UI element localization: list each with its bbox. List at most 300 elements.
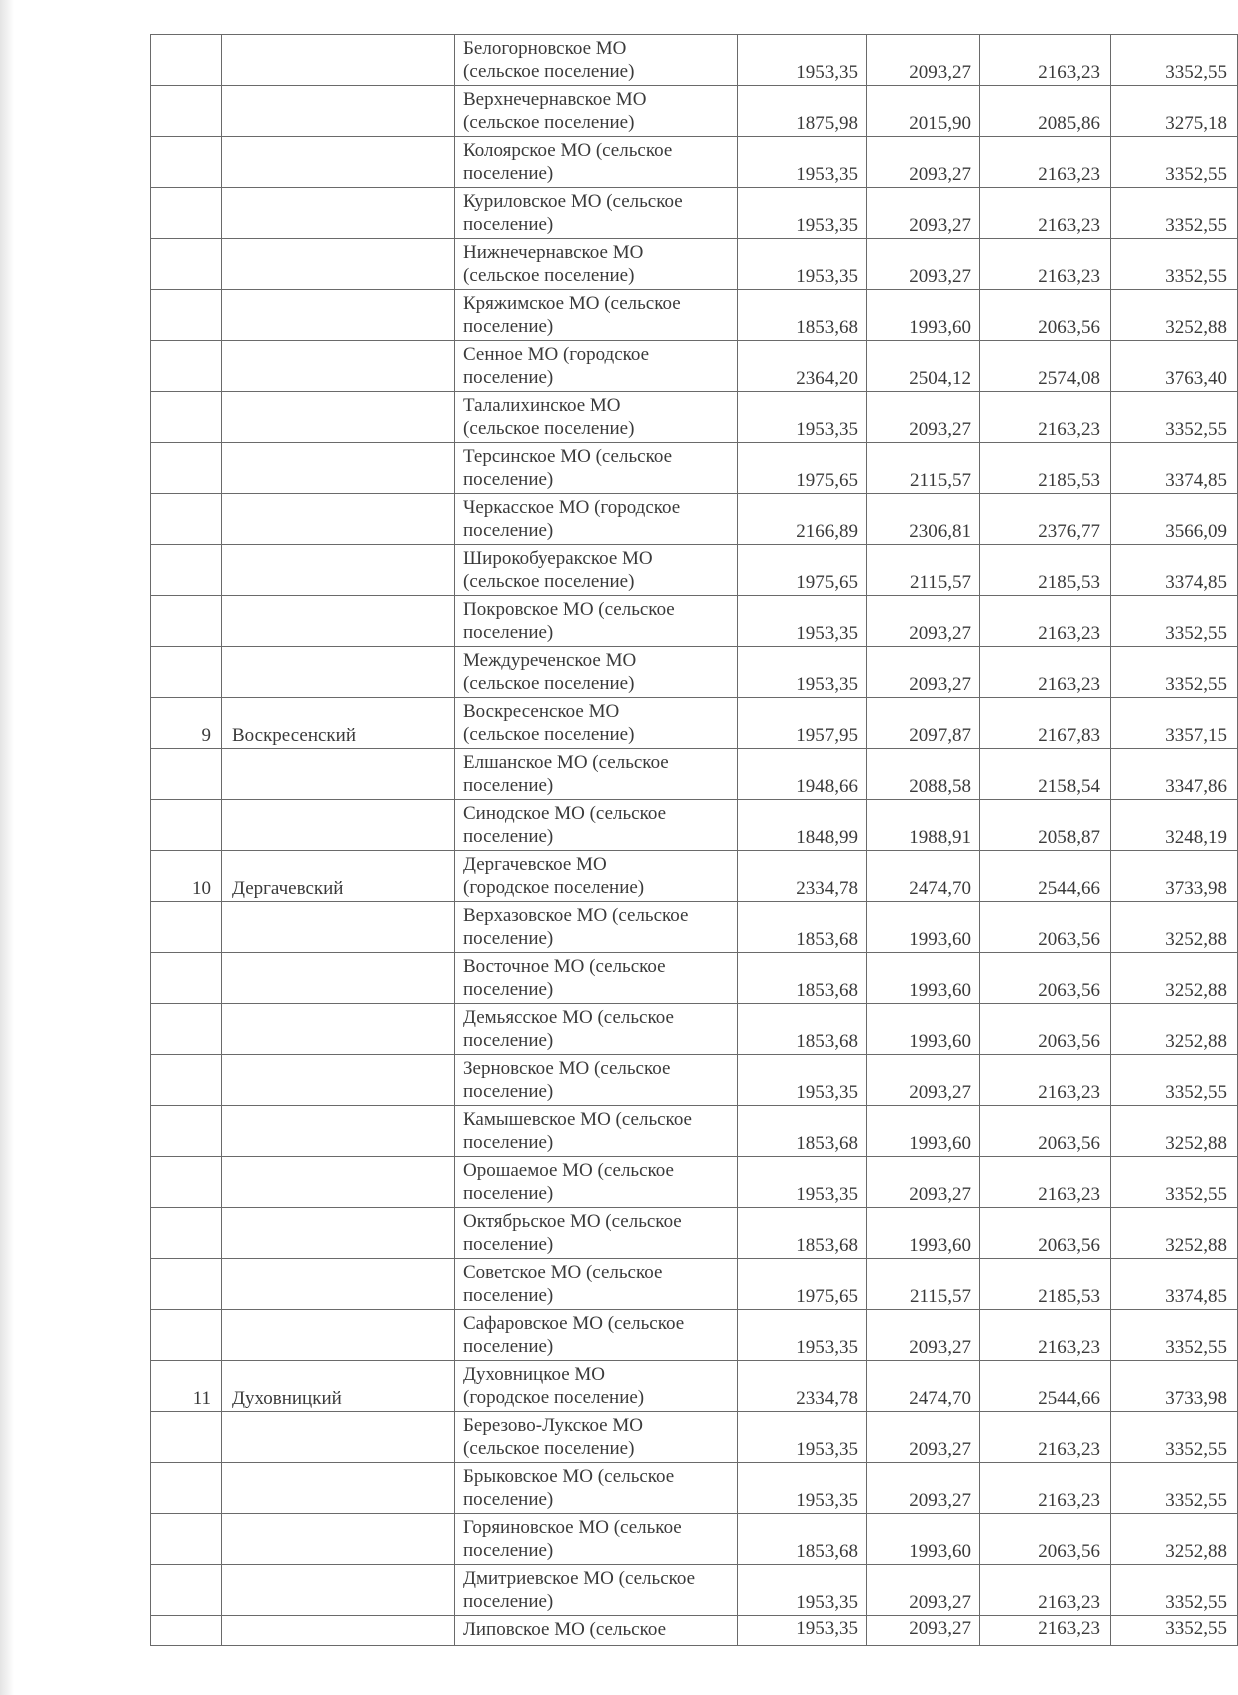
value-1-cell-text: 1853,68 [796, 1031, 858, 1052]
value-1-cell [738, 749, 867, 800]
value-3-cell [980, 239, 1111, 290]
value-1-cell-text: 1953,35 [796, 1618, 858, 1639]
value-3-cell [980, 443, 1111, 494]
value-1-cell-text: 1953,35 [796, 1439, 858, 1460]
value-3-cell [980, 1310, 1111, 1361]
value-3-cell [980, 341, 1111, 392]
value-1-cell-text: 1853,68 [796, 1235, 858, 1256]
value-1-cell [738, 239, 867, 290]
value-3-cell [980, 1463, 1111, 1514]
value-2-cell [867, 800, 980, 851]
value-4-cell-text: 3352,55 [1165, 1439, 1227, 1460]
value-3-cell-text: 2163,23 [1038, 1592, 1100, 1613]
value-4-cell-text: 3252,88 [1165, 1031, 1227, 1052]
value-1-cell [738, 1055, 867, 1106]
municipality-cell [455, 341, 738, 392]
value-2-cell-text: 1993,60 [909, 980, 971, 1001]
value-1-cell [738, 1310, 867, 1361]
district-cell [222, 392, 455, 443]
municipality-cell-text: Воскресенское МО (сельское поселение) [463, 701, 635, 745]
table-row [151, 392, 1238, 443]
value-2-cell [867, 953, 980, 1004]
municipality-cell-text: Орошаемое МО (сельское поселение) [463, 1160, 674, 1204]
value-2-cell [867, 494, 980, 545]
value-4-cell [1111, 137, 1238, 188]
value-3-cell-text: 2163,23 [1038, 1184, 1100, 1205]
value-2-cell-text: 2093,27 [909, 1592, 971, 1613]
value-3-cell [980, 749, 1111, 800]
value-4-cell [1111, 800, 1238, 851]
tariff-table [150, 34, 1238, 1646]
municipality-cell [455, 1055, 738, 1106]
district-cell [222, 1310, 455, 1361]
value-1-cell-text: 2334,78 [796, 1388, 858, 1409]
value-2-cell-text: 2474,70 [909, 1388, 971, 1409]
value-2-cell [867, 188, 980, 239]
value-2-cell-text: 1993,60 [909, 1133, 971, 1154]
value-4-cell-text: 3566,09 [1165, 521, 1227, 542]
value-4-cell-text: 3352,55 [1165, 1184, 1227, 1205]
value-2-cell [867, 1412, 980, 1463]
table-row [151, 545, 1238, 596]
value-4-cell-text: 3352,55 [1165, 623, 1227, 644]
municipality-cell-text: Черкасское МО (городское поселение) [463, 497, 681, 541]
value-1-cell-text: 1953,35 [796, 164, 858, 185]
municipality-cell-text: Камышевское МО (сельское поселение) [463, 1109, 692, 1153]
table-row [151, 137, 1238, 188]
value-1-cell [738, 698, 867, 749]
row-number-cell [151, 1157, 222, 1208]
municipality-cell [455, 1004, 738, 1055]
row-number-cell [151, 35, 222, 86]
row-number-cell [151, 545, 222, 596]
value-2-cell [867, 1208, 980, 1259]
district-cell [222, 1004, 455, 1055]
value-2-cell-text: 2115,57 [909, 572, 971, 593]
row-number-cell [151, 1106, 222, 1157]
value-4-cell-text: 3347,86 [1165, 776, 1227, 797]
value-3-cell-text: 2058,87 [1038, 827, 1100, 848]
value-2-cell [867, 290, 980, 341]
value-3-cell-text: 2158,54 [1038, 776, 1100, 797]
value-4-cell [1111, 902, 1238, 953]
value-3-cell [980, 392, 1111, 443]
municipality-cell [455, 35, 738, 86]
municipality-cell [455, 596, 738, 647]
district-cell-text: Воскресенский [232, 725, 356, 746]
value-4-cell-text: 3733,98 [1165, 878, 1227, 899]
value-1-cell [738, 851, 867, 902]
value-1-cell-text: 1953,35 [796, 1082, 858, 1103]
value-3-cell-text: 2185,53 [1038, 1286, 1100, 1307]
municipality-cell [455, 239, 738, 290]
row-number-cell [151, 1616, 222, 1646]
municipality-cell [455, 443, 738, 494]
value-3-cell-text: 2063,56 [1038, 1133, 1100, 1154]
value-2-cell-text: 2115,57 [909, 1286, 971, 1307]
table-row [151, 1055, 1238, 1106]
municipality-cell-text: Октябрьское МО (сельское поселение) [463, 1211, 682, 1255]
value-2-cell [867, 35, 980, 86]
municipality-cell-text: Восточное МО (сельское поселение) [463, 956, 666, 1000]
value-4-cell [1111, 647, 1238, 698]
value-4-cell-text: 3252,88 [1165, 929, 1227, 950]
value-2-cell [867, 1157, 980, 1208]
value-4-cell [1111, 341, 1238, 392]
value-1-cell-text: 1853,68 [796, 317, 858, 338]
row-number-cell [151, 137, 222, 188]
value-2-cell [867, 902, 980, 953]
table-row [151, 1565, 1238, 1616]
municipality-cell [455, 851, 738, 902]
value-3-cell [980, 137, 1111, 188]
value-2-cell [867, 545, 980, 596]
value-2-cell-text: 2093,27 [909, 419, 971, 440]
municipality-cell-text: Покровское МО (сельское поселение) [463, 599, 675, 643]
municipality-cell [455, 494, 738, 545]
value-1-cell [738, 1412, 867, 1463]
value-3-cell-text: 2163,23 [1038, 1618, 1100, 1639]
value-1-cell-text: 2364,20 [796, 368, 858, 389]
value-3-cell-text: 2163,23 [1038, 266, 1100, 287]
district-cell [222, 86, 455, 137]
value-2-cell [867, 1514, 980, 1565]
municipality-cell [455, 1361, 738, 1412]
value-4-cell [1111, 1361, 1238, 1412]
value-1-cell-text: 1975,65 [796, 572, 858, 593]
row-number-cell-text: 11 [192, 1388, 211, 1409]
district-cell [222, 545, 455, 596]
row-number-cell [151, 647, 222, 698]
row-number-cell [151, 188, 222, 239]
value-1-cell [738, 35, 867, 86]
row-number-cell [151, 392, 222, 443]
table-row [151, 1310, 1238, 1361]
value-3-cell-text: 2544,66 [1038, 878, 1100, 899]
value-4-cell [1111, 1514, 1238, 1565]
row-number-cell [151, 1004, 222, 1055]
value-4-cell [1111, 1565, 1238, 1616]
table-row [151, 1616, 1238, 1646]
value-3-cell [980, 1208, 1111, 1259]
value-3-cell-text: 2163,23 [1038, 1337, 1100, 1358]
value-3-cell [980, 1157, 1111, 1208]
value-4-cell-text: 3374,85 [1165, 470, 1227, 491]
district-cell [222, 749, 455, 800]
value-4-cell-text: 3352,55 [1165, 1082, 1227, 1103]
value-1-cell-text: 1875,98 [796, 113, 858, 134]
value-1-cell-text: 2166,89 [796, 521, 858, 542]
municipality-cell-text: Брыковское МО (сельское поселение) [463, 1466, 675, 1510]
value-4-cell-text: 3252,88 [1165, 1133, 1227, 1154]
value-3-cell [980, 1514, 1111, 1565]
municipality-cell [455, 749, 738, 800]
value-3-cell [980, 647, 1111, 698]
row-number-cell [151, 1259, 222, 1310]
table-row [151, 749, 1238, 800]
row-number-cell [151, 1055, 222, 1106]
value-3-cell-text: 2163,23 [1038, 62, 1100, 83]
district-cell [222, 1361, 455, 1412]
district-cell [222, 1616, 455, 1646]
table-row [151, 1514, 1238, 1565]
table-row [151, 86, 1238, 137]
row-number-cell-text: 9 [201, 725, 211, 746]
value-3-cell [980, 1055, 1111, 1106]
municipality-cell-text: Духовницкое МО (городское поселение) [463, 1364, 645, 1408]
district-cell [222, 800, 455, 851]
value-1-cell [738, 1565, 867, 1616]
municipality-cell [455, 1565, 738, 1616]
value-1-cell-text: 1848,99 [796, 827, 858, 848]
row-number-cell [151, 86, 222, 137]
municipality-cell-text: Нижнечернавское МО (сельское поселение) [463, 242, 644, 286]
table-row [151, 851, 1238, 902]
value-4-cell-text: 3248,19 [1165, 827, 1227, 848]
value-1-cell-text: 1953,35 [796, 1184, 858, 1205]
municipality-cell-text: Куриловское МО (сельское поселение) [463, 191, 683, 235]
row-number-cell [151, 239, 222, 290]
value-4-cell [1111, 1055, 1238, 1106]
value-1-cell-text: 1953,35 [796, 215, 858, 236]
value-1-cell-text: 1953,35 [796, 1337, 858, 1358]
table-row [151, 647, 1238, 698]
value-3-cell [980, 1412, 1111, 1463]
value-4-cell-text: 3252,88 [1165, 317, 1227, 338]
value-3-cell [980, 86, 1111, 137]
value-3-cell-text: 2167,83 [1038, 725, 1100, 746]
value-3-cell-text: 2574,08 [1038, 368, 1100, 389]
value-4-cell [1111, 188, 1238, 239]
value-2-cell [867, 647, 980, 698]
value-4-cell [1111, 1106, 1238, 1157]
table-row [151, 1208, 1238, 1259]
district-cell [222, 290, 455, 341]
district-cell [222, 239, 455, 290]
value-2-cell [867, 1106, 980, 1157]
value-3-cell-text: 2163,23 [1038, 623, 1100, 644]
district-cell [222, 443, 455, 494]
value-4-cell [1111, 86, 1238, 137]
value-1-cell-text: 1953,35 [796, 623, 858, 644]
value-1-cell [738, 290, 867, 341]
municipality-cell [455, 953, 738, 1004]
value-4-cell [1111, 392, 1238, 443]
value-2-cell-text: 2015,90 [909, 113, 971, 134]
table-row [151, 443, 1238, 494]
value-3-cell-text: 2163,23 [1038, 164, 1100, 185]
value-1-cell [738, 647, 867, 698]
value-2-cell-text: 2093,27 [909, 1618, 971, 1639]
municipality-cell [455, 1157, 738, 1208]
district-cell [222, 851, 455, 902]
value-4-cell [1111, 1310, 1238, 1361]
value-2-cell [867, 239, 980, 290]
value-4-cell [1111, 1259, 1238, 1310]
municipality-cell-text: Советское МО (сельское поселение) [463, 1262, 663, 1306]
value-2-cell [867, 1616, 980, 1646]
value-2-cell-text: 2474,70 [909, 878, 971, 899]
municipality-cell-text: Междуреченское МО (сельское поселение) [463, 650, 637, 694]
value-4-cell-text: 3374,85 [1165, 1286, 1227, 1307]
value-1-cell-text: 1953,35 [796, 266, 858, 287]
value-3-cell [980, 1565, 1111, 1616]
table-row [151, 1157, 1238, 1208]
value-2-cell [867, 443, 980, 494]
value-2-cell [867, 1055, 980, 1106]
municipality-cell [455, 698, 738, 749]
row-number-cell [151, 1412, 222, 1463]
value-3-cell [980, 1259, 1111, 1310]
row-number-cell [151, 443, 222, 494]
value-3-cell [980, 545, 1111, 596]
value-4-cell-text: 3357,15 [1165, 725, 1227, 746]
value-1-cell-text: 1948,66 [796, 776, 858, 797]
value-2-cell-text: 2093,27 [909, 1337, 971, 1358]
value-4-cell-text: 3763,40 [1165, 368, 1227, 389]
value-4-cell [1111, 494, 1238, 545]
value-1-cell [738, 902, 867, 953]
value-2-cell [867, 1463, 980, 1514]
value-3-cell [980, 596, 1111, 647]
value-2-cell [867, 86, 980, 137]
table-row [151, 290, 1238, 341]
value-4-cell-text: 3352,55 [1165, 215, 1227, 236]
municipality-cell-text: Горяиновское МО (селькое поселение) [463, 1517, 682, 1561]
value-4-cell [1111, 596, 1238, 647]
table-row [151, 1106, 1238, 1157]
value-4-cell [1111, 35, 1238, 86]
value-1-cell [738, 1106, 867, 1157]
row-number-cell [151, 851, 222, 902]
municipality-cell-text: Терсинское МО (сельское поселение) [463, 446, 672, 490]
value-4-cell [1111, 443, 1238, 494]
row-number-cell [151, 902, 222, 953]
value-1-cell-text: 1953,35 [796, 419, 858, 440]
table-row [151, 1463, 1238, 1514]
district-cell [222, 35, 455, 86]
row-number-cell [151, 1208, 222, 1259]
value-3-cell-text: 2063,56 [1038, 317, 1100, 338]
value-4-cell-text: 3252,88 [1165, 1235, 1227, 1256]
district-cell [222, 188, 455, 239]
value-3-cell-text: 2185,53 [1038, 572, 1100, 593]
value-2-cell-text: 2093,27 [909, 164, 971, 185]
value-3-cell-text: 2163,23 [1038, 419, 1100, 440]
value-3-cell-text: 2163,23 [1038, 215, 1100, 236]
row-number-cell [151, 1514, 222, 1565]
value-2-cell-text: 2093,27 [909, 1439, 971, 1460]
row-number-cell-text: 10 [192, 878, 211, 899]
district-cell [222, 1463, 455, 1514]
value-4-cell [1111, 290, 1238, 341]
table-row [151, 1361, 1238, 1412]
district-cell [222, 1514, 455, 1565]
value-4-cell [1111, 1004, 1238, 1055]
row-number-cell [151, 749, 222, 800]
value-4-cell [1111, 1412, 1238, 1463]
value-1-cell-text: 1975,65 [796, 470, 858, 491]
value-3-cell [980, 800, 1111, 851]
value-2-cell-text: 2097,87 [909, 725, 971, 746]
value-2-cell-text: 2093,27 [909, 674, 971, 695]
value-3-cell [980, 188, 1111, 239]
value-4-cell-text: 3352,55 [1165, 1490, 1227, 1511]
value-4-cell [1111, 1616, 1238, 1646]
value-3-cell-text: 2163,23 [1038, 1439, 1100, 1460]
value-1-cell-text: 1957,95 [796, 725, 858, 746]
value-3-cell-text: 2376,77 [1038, 521, 1100, 542]
table-row [151, 35, 1238, 86]
value-4-cell-text: 3252,88 [1165, 1541, 1227, 1562]
municipality-cell [455, 290, 738, 341]
value-4-cell-text: 3252,88 [1165, 980, 1227, 1001]
value-3-cell-text: 2163,23 [1038, 674, 1100, 695]
district-cell [222, 1157, 455, 1208]
municipality-cell-text: Верхнечернавское МО (сельское поселение) [463, 89, 647, 133]
value-2-cell-text: 2093,27 [909, 1082, 971, 1103]
row-number-cell [151, 953, 222, 1004]
municipality-cell-text: Колоярское МО (сельское поселение) [463, 140, 673, 184]
value-2-cell [867, 698, 980, 749]
value-3-cell [980, 35, 1111, 86]
value-4-cell-text: 3352,55 [1165, 164, 1227, 185]
value-2-cell [867, 1004, 980, 1055]
value-4-cell-text: 3352,55 [1165, 674, 1227, 695]
value-3-cell-text: 2063,56 [1038, 980, 1100, 1001]
municipality-cell-text: Липовское МО (сельское [463, 1619, 666, 1640]
value-1-cell [738, 800, 867, 851]
row-number-cell [151, 1361, 222, 1412]
district-cell [222, 1565, 455, 1616]
value-4-cell-text: 3374,85 [1165, 572, 1227, 593]
value-4-cell [1111, 953, 1238, 1004]
table-row [151, 902, 1238, 953]
value-3-cell [980, 494, 1111, 545]
table-row [151, 494, 1238, 545]
value-2-cell [867, 1361, 980, 1412]
municipality-cell-text: Сафаровское МО (сельское поселение) [463, 1313, 685, 1357]
value-3-cell-text: 2063,56 [1038, 1031, 1100, 1052]
row-number-cell [151, 1463, 222, 1514]
row-number-cell [151, 596, 222, 647]
value-4-cell-text: 3352,55 [1165, 1592, 1227, 1613]
value-2-cell-text: 2504,12 [909, 368, 971, 389]
municipality-cell [455, 1514, 738, 1565]
district-cell [222, 698, 455, 749]
value-1-cell [738, 494, 867, 545]
value-1-cell-text: 1853,68 [796, 1541, 858, 1562]
value-2-cell [867, 596, 980, 647]
value-1-cell-text: 1953,35 [796, 1592, 858, 1613]
municipality-cell [455, 1463, 738, 1514]
row-number-cell [151, 698, 222, 749]
value-4-cell [1111, 545, 1238, 596]
district-cell [222, 1412, 455, 1463]
municipality-cell [455, 86, 738, 137]
value-2-cell-text: 1993,60 [909, 1235, 971, 1256]
value-1-cell [738, 392, 867, 443]
value-1-cell [738, 86, 867, 137]
municipality-cell-text: Широкобуеракское МО (сельское поселение) [463, 548, 653, 592]
municipality-cell [455, 1106, 738, 1157]
municipality-cell-text: Дергачевское МО (городское поселение) [463, 854, 645, 898]
value-1-cell [738, 1514, 867, 1565]
value-1-cell [738, 443, 867, 494]
municipality-cell [455, 188, 738, 239]
district-cell [222, 1259, 455, 1310]
value-1-cell [738, 1463, 867, 1514]
